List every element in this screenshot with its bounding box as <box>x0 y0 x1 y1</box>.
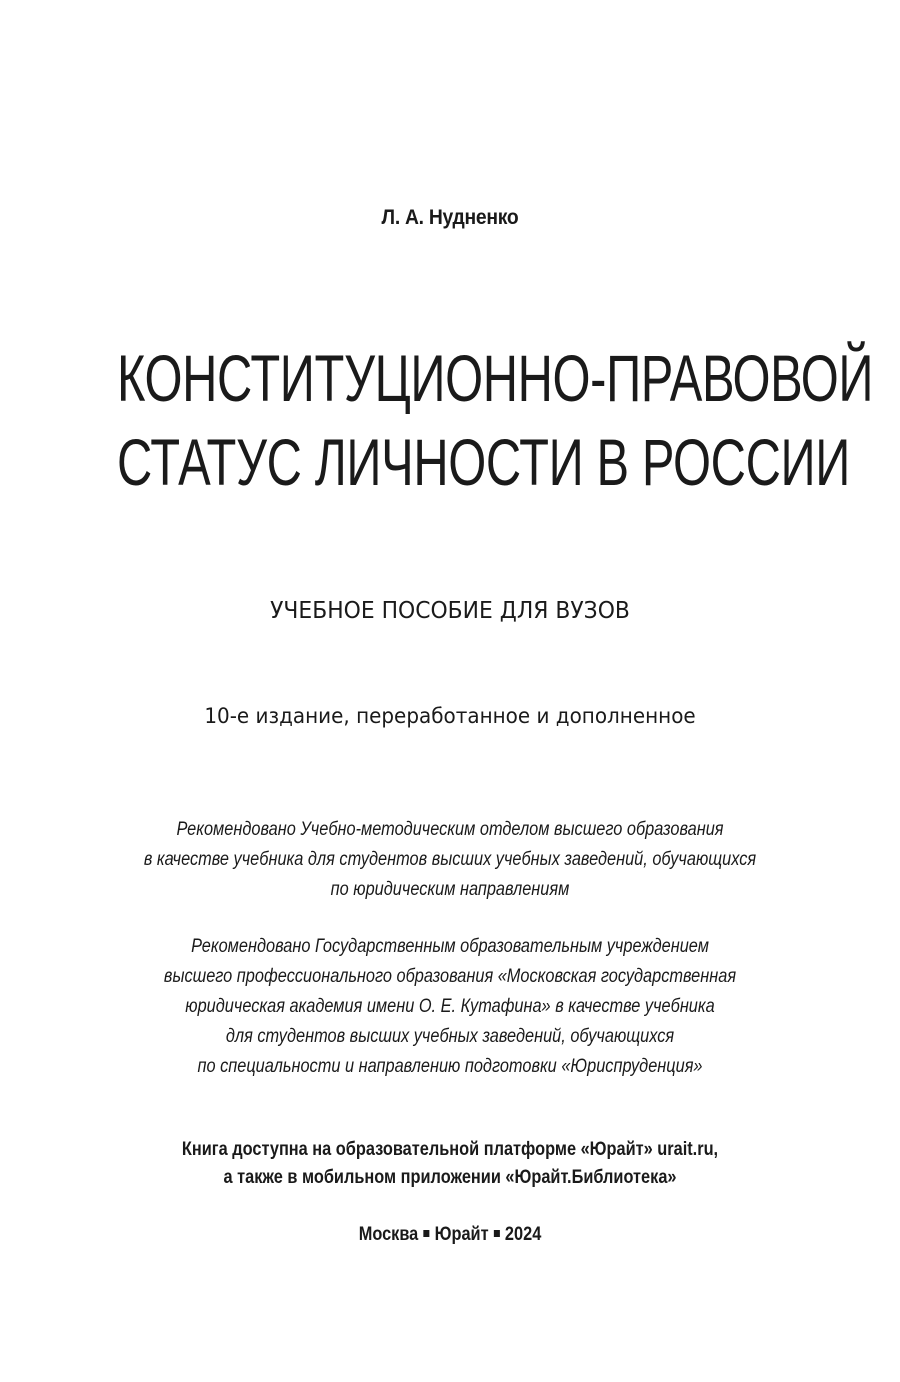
book-title-line-1: КОНСТИТУЦИОННО-ПРАВОВОЙ <box>117 341 874 415</box>
edition-info: 10-е издание, переработанное и дополненное <box>204 704 696 728</box>
availability-line: Книга доступна на образовательной платформе «Юрайт» urait.ru, <box>181 1139 719 1160</box>
recommendation-1-line: Рекомендовано Учебно-методическим отделом высшего образования <box>176 819 724 840</box>
square-bullet-icon <box>494 1230 500 1237</box>
recommendation-2-line: высшего профессионального образования «Московская государственная <box>163 966 737 987</box>
book-title-line-2: СТАТУС ЛИЧНОСТИ В РОССИИ <box>117 425 850 499</box>
imprint-city: Москва <box>358 1224 419 1245</box>
recommendation-2-line: юридическая академия имени О. Е. Кутафина» в качестве учебника <box>185 996 715 1017</box>
recommendation-1-line: в качестве учебника для студентов высших учебных заведений, обучающихся <box>143 849 757 870</box>
square-bullet-icon <box>423 1230 429 1237</box>
recommendation-2-line: для студентов высших учебных заведений, обучающихся <box>225 1026 675 1047</box>
imprint <box>63 1224 837 1246</box>
recommendation-2-line: по специальности и направлению подготовки «Юриспруденция» <box>197 1056 703 1077</box>
imprint-year: 2024 <box>504 1224 542 1245</box>
book-subtitle: УЧЕБНОЕ ПОСОБИЕ ДЛЯ ВУЗОВ <box>270 598 630 624</box>
recommendation-2-line: Рекомендовано Государственным образовательным учреждением <box>191 936 709 957</box>
imprint-publisher: Юрайт <box>434 1224 489 1245</box>
availability-line: а также в мобильном приложении «Юрайт.Библиотека» <box>223 1167 677 1188</box>
author-name: Л. А. Нудненко <box>381 206 519 229</box>
recommendation-1-line: по юридическим направлениям <box>330 879 570 900</box>
